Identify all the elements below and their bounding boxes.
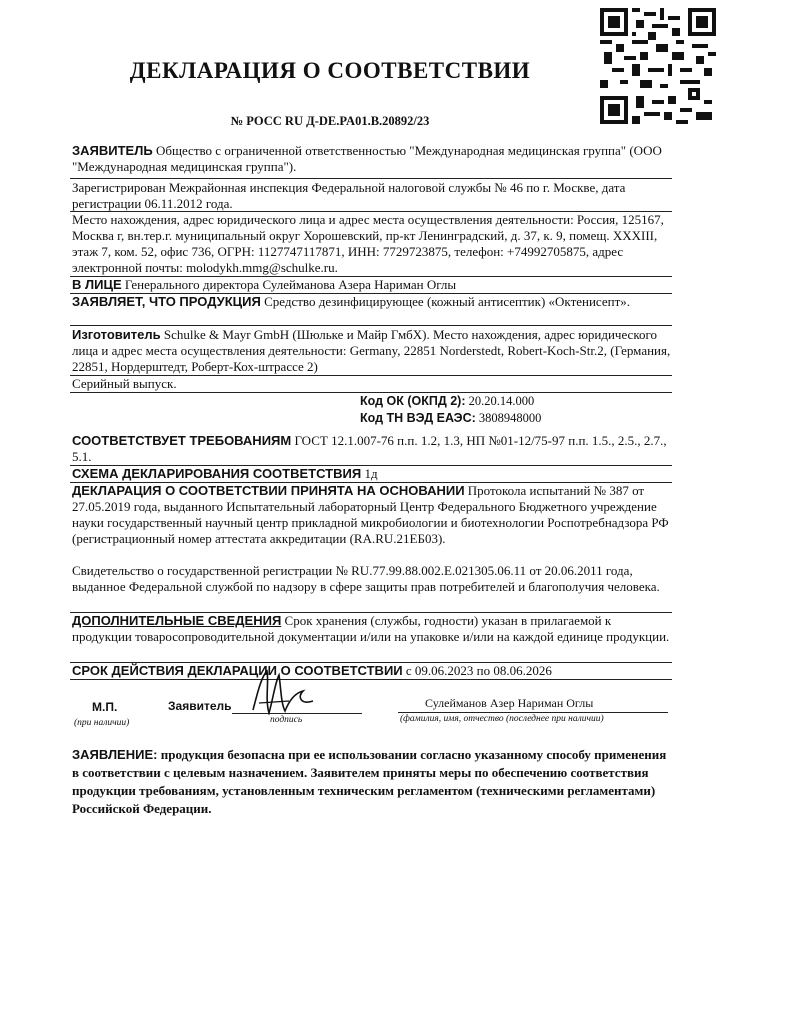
product-section	[72, 294, 672, 310]
applicant-address: Место нахождения, адрес юридического лица и адрес места осуществления деятельности: Россия, 125167, Москва г, вн.тер.г. муниципальный округ Хорошевский, пр-кт Ленинградский, д. 37, к. 9, помещ. XXXIII, этаж 7, ком. 52, офис 736, ОГРН: 1127747117871, ИНН: 7729723875, телефон: +74992705875, адрес электронной почты: molodykh.mmg@schulke.ru.	[72, 212, 664, 275]
manufacturer-section	[72, 327, 672, 375]
applicant-registration: Зарегистрирован Межрайонная инспекция Федеральной налоговой службы № 46 по г. Москве, дата регистрации 06.11.2012 года.	[72, 180, 626, 211]
divider	[70, 178, 672, 179]
applicant-section	[72, 143, 672, 175]
requirements-section	[72, 433, 672, 465]
requirements-label: СООТВЕТСТВУЕТ ТРЕБОВАНИЯМ	[72, 433, 292, 448]
qr-code-icon	[600, 8, 716, 124]
representative-label: В ЛИЦЕ	[72, 277, 122, 292]
name-line	[398, 712, 668, 713]
manufacturer-label: Изготовитель	[72, 327, 161, 342]
scheme-value: 1д	[364, 466, 378, 481]
divider	[70, 325, 672, 326]
basis-text: Протокола испытаний № 387 от 27.05.2019 года, выданного Испытательный лабораторный Центр Федерального Бюджетного учреждение науки государственный научный центр прикладной микробиологии и биотехнологии Роспотребнадзора РФ (регистрационный номер аттестата аккредитации (RA.RU.21ЕБ03).	[72, 483, 669, 546]
handwritten-signature-icon	[245, 665, 325, 720]
applicant-label: ЗАЯВИТЕЛЬ	[72, 143, 153, 158]
requirements-text: ГОСТ 12.1.007-76 п.п. 1.2, 1.3, НП №01-12/75-97 п.п. 1.5., 2.5., 2.7., 5.1.	[72, 433, 667, 464]
representative-text: Генерального директора Сулейманова Азера Нариман Оглы	[124, 277, 457, 292]
manufacturer-text: Schulke & Mayr GmbH (Шюльке и Майр ГмбХ). Место нахождения, адрес юридического лица и адрес места осуществления деятельности: Germany, 22851 Norderstedt, Robert-Koch-Str.2, (Германия, 22851, Нордерштедт, Роберт-Кох-штрассе 2)	[72, 327, 671, 374]
applicant-statement	[72, 746, 672, 818]
declaration-number: № РОСС RU Д-DE.PA01.B.20892/23	[230, 114, 430, 128]
validity-section	[72, 663, 672, 679]
tnved-code	[360, 410, 541, 426]
representative-section	[72, 277, 672, 293]
okpd-value: 20.20.14.000	[468, 394, 535, 408]
page-title: ДЕКЛАРАЦИЯ О СООТВЕТСТВИИ	[129, 58, 531, 83]
product-text: Средство дезинфицирующее (кожный антисептик) «Октенисепт».	[264, 294, 631, 309]
divider	[70, 679, 672, 680]
applicant-name: Общество с ограниченной ответственностью "Международная медицинская группа" (ООО "Международная медицинская группа").	[72, 143, 662, 174]
okpd-label: Код ОК (ОКПД 2):	[360, 394, 466, 408]
signature-row	[0, 695, 791, 735]
stamp-label: М.П.	[92, 700, 118, 714]
scheme-section	[72, 466, 672, 482]
statement-label: ЗАЯВЛЕНИЕ:	[72, 747, 158, 762]
signatory-name-note: (фамилия, имя, отчество (последнее при наличии)	[400, 714, 604, 724]
tnved-label: Код ТН ВЭД ЕАЭС:	[360, 411, 476, 425]
product-label: ЗАЯВЛЯЕТ, ЧТО ПРОДУКЦИЯ	[72, 294, 261, 309]
signatory-name: Сулейманов Азер Нариман Оглы	[425, 696, 594, 710]
validity-text: с 09.06.2023 по 08.06.2026	[405, 663, 552, 678]
okpd-code	[360, 393, 534, 409]
tnved-value: 3808948000	[478, 411, 542, 425]
additional-text: Срок хранения (службы, годности) указан в прилагаемой к продукции товаросопроводительной документации и/или на упаковке и/или на каждой единице продукции.	[72, 613, 670, 644]
additional-section	[72, 613, 672, 645]
applicant-signature-label: Заявитель	[168, 699, 232, 713]
statement-text: продукция безопасна при ее использовании согласно указанному способу применения в соответствии с целевым назначением. Заявителем приняты меры по обеспечению соответствия продукции требованиям, установленным техническим регламентом (техническими регламентами) Российской Федерации.	[72, 747, 667, 816]
manufacturer-series: Серийный выпуск.	[72, 376, 177, 391]
stamp-note: (при наличии)	[74, 718, 130, 728]
signature-note: подпись	[270, 715, 303, 725]
registration-certificate: Свидетельство о государственной регистрации № RU.77.99.88.002.E.021305.06.11 от 20.06.2011 года, выданное Федеральной службой по надзору в сфере защиты прав потребителей и благополучия человека.	[72, 563, 660, 594]
basis-section	[72, 483, 672, 547]
basis-label: ДЕКЛАРАЦИЯ О СООТВЕТСТВИИ ПРИНЯТА НА ОСНОВАНИИ	[72, 483, 465, 498]
scheme-label: СХЕМА ДЕКЛАРИРОВАНИЯ СООТВЕТСТВИЯ	[72, 466, 362, 481]
additional-label: ДОПОЛНИТЕЛЬНЫЕ СВЕДЕНИЯ	[72, 613, 282, 628]
validity-label: СРОК ДЕЙСТВИЯ ДЕКЛАРАЦИИ О СООТВЕТСТВИИ	[72, 663, 403, 678]
